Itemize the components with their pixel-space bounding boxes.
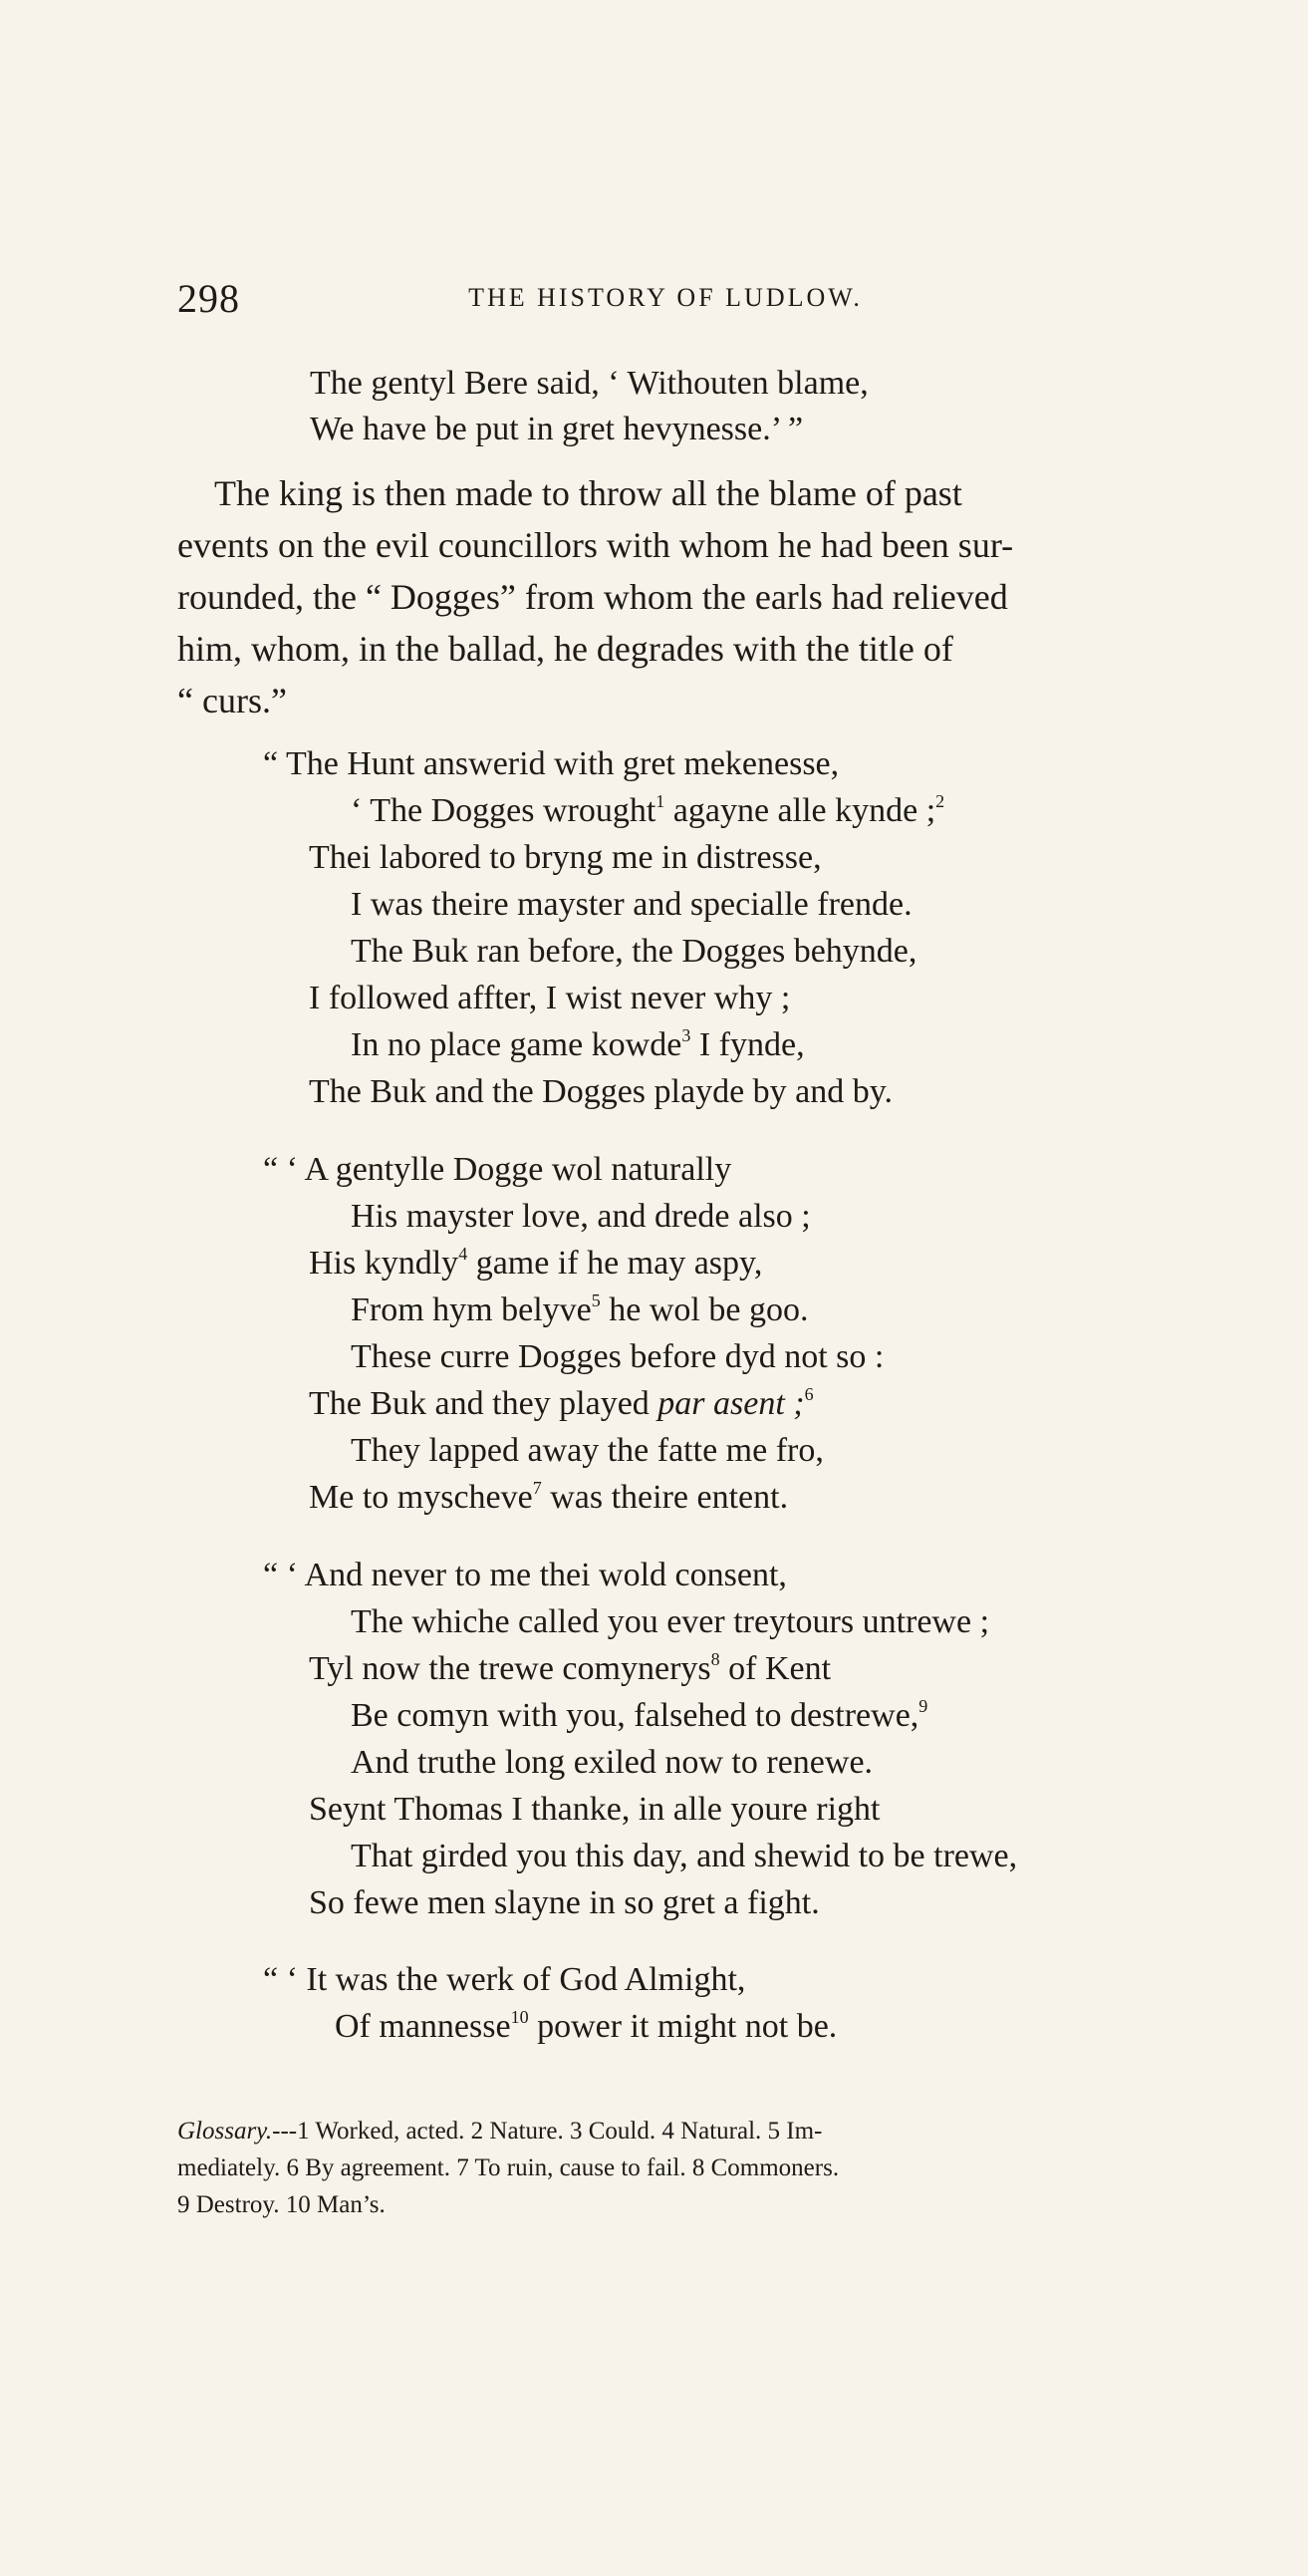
verse-line: His mayster love, and drede also ; xyxy=(351,1198,811,1235)
prose-line: “ curs.” xyxy=(177,681,287,720)
verse-line: Tyl now the trewe comynerys$^8$ of Kent xyxy=(309,1649,832,1687)
verse-line: Me to myscheve$^7$ was theire entent. xyxy=(309,1478,789,1516)
verse-line: Seynt Thomas I thanke, in alle youre right xyxy=(309,1791,881,1828)
glossary-label: Glossary. xyxy=(177,2118,273,2145)
prose-line: rounded, the “ Dogges” from whom the earls had relieved xyxy=(177,577,1008,617)
footnote-marker: 5 xyxy=(591,1290,601,1310)
footnote-marker: 7 xyxy=(532,1478,542,1498)
footnote-marker: 3 xyxy=(681,1025,691,1045)
prose-line: events on the evil councillors with whom he had been sur- xyxy=(177,525,1014,565)
verse-line: His kyndly$^4$ game if he may aspy, xyxy=(309,1244,763,1282)
footnote-marker: 4 xyxy=(458,1244,468,1264)
verse-line: The Buk and the Dogges playde by and by. xyxy=(309,1073,894,1110)
footnote-marker: 6 xyxy=(804,1384,814,1404)
verse-line: That girded you this day, and shewid to be trewe, xyxy=(351,1838,1018,1874)
verse-line: And truthe long exiled now to renewe. xyxy=(351,1744,874,1781)
verse-line: From hym belyve$^5$ he wol be goo. xyxy=(351,1290,809,1328)
verse-line: “ ‘ A gentylle Dogge wol naturally xyxy=(263,1151,732,1188)
glossary-line: Glossary.---1 Worked, acted. 2 Nature. 3 Could. 4 Natural. 5 Im- xyxy=(177,2118,823,2145)
verse-line: The Buk ran before, the Dogges behynde, xyxy=(351,933,917,970)
glossary-line: 9 Destroy. 10 Man’s. xyxy=(177,2191,386,2218)
footnote-marker: 2 xyxy=(935,791,945,811)
prose-line: him, whom, in the ballad, he degrades with the title of xyxy=(177,629,953,669)
glossary-line: mediately. 6 By agreement. 7 To ruin, cause to fail. 8 Commoners. xyxy=(177,2154,840,2181)
verse-line: Thei labored to bryng me in distresse, xyxy=(309,839,822,876)
footnote-marker: 8 xyxy=(710,1649,720,1669)
glossary-footnotes xyxy=(177,2113,1223,2223)
footnote-marker: 1 xyxy=(655,791,665,811)
verse-line: “ The Hunt answerid with gret mekenesse, xyxy=(263,745,840,782)
footnote-marker: 9 xyxy=(918,1696,928,1716)
verse-line: “ ‘ It was the werk of God Almight, xyxy=(263,1961,746,1998)
verse-line: I followed affter, I wist never why ; xyxy=(309,980,791,1016)
verse-line: Of mannesse$^{10}$ power it might not be. xyxy=(335,2007,838,2045)
verse-line: They lapped away the fatte me fro, xyxy=(351,1432,824,1469)
page-number: 298 xyxy=(177,276,240,321)
verse-line: These curre Dogges before dyd not so : xyxy=(351,1338,885,1375)
verse-line: Be comyn with you, falsehed to destrewe,$^9$ xyxy=(351,1696,928,1734)
footnote-marker: 10 xyxy=(510,2007,529,2027)
verse-line: The whiche called you ever treytours untrewe ; xyxy=(351,1603,990,1640)
prose-line: The king is then made to throw all the blame of past xyxy=(214,473,962,513)
verse-line: The Buk and they played par asent ;$^6$ xyxy=(309,1384,814,1422)
running-title: THE HISTORY OF LUDLOW. xyxy=(468,283,863,312)
verse-line: So fewe men slayne in so gret a fight. xyxy=(309,1884,820,1921)
verse-line: The gentyl Bere said, ‘ Withouten blame, xyxy=(310,365,869,402)
page-header xyxy=(177,275,1154,325)
verse-line: I was theire mayster and specialle frende. xyxy=(351,886,913,923)
verse-line: We have be put in gret hevynesse.’ ” xyxy=(310,411,804,447)
verse-line: In no place game kowde$^3$ I fynde, xyxy=(351,1025,805,1063)
verse-line: “ ‘ And never to me thei wold consent, xyxy=(263,1557,787,1593)
verse-line: ‘ The Dogges wrought$^1$ agayne alle kynde ;$^2$ xyxy=(351,791,945,829)
